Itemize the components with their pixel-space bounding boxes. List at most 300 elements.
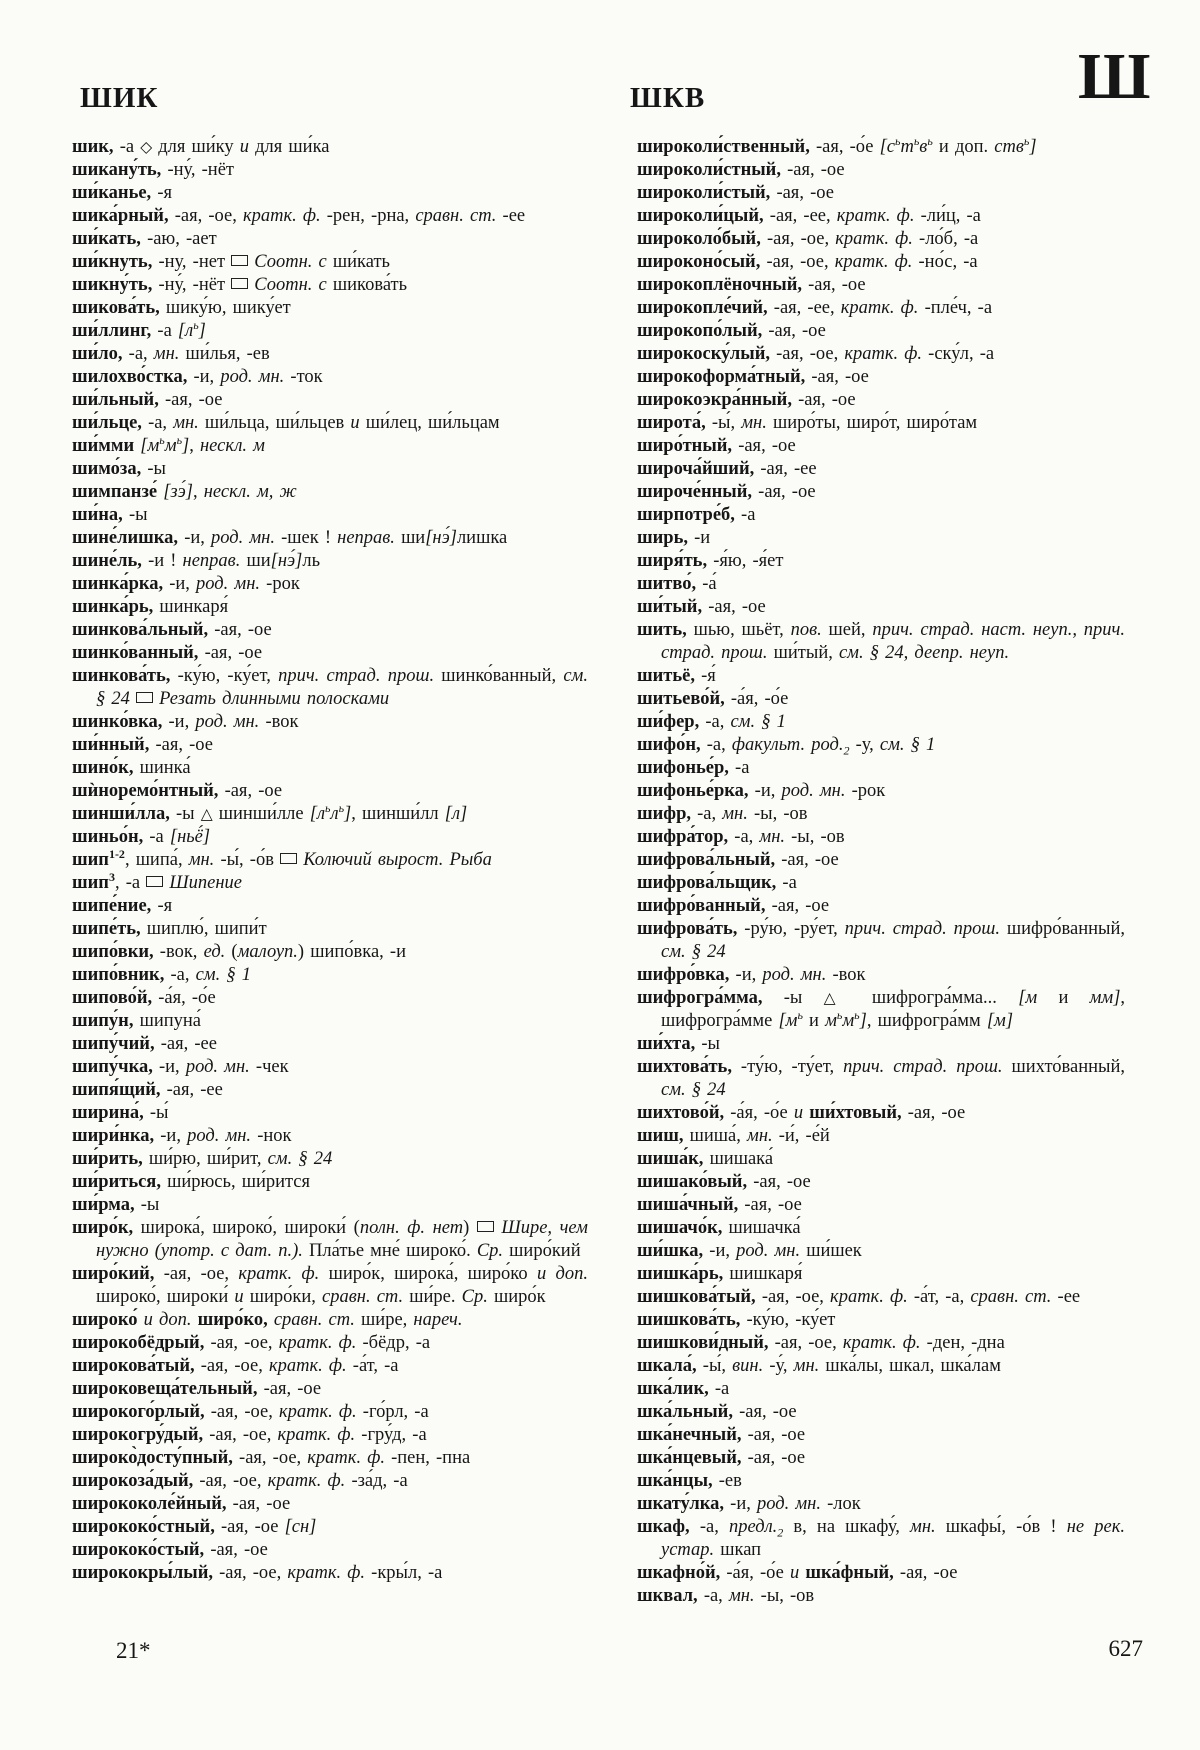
- dictionary-entry: [72, 1010, 588, 1033]
- entry-segment: шипово́й,: [72, 988, 153, 1008]
- dictionary-entry: [72, 1056, 588, 1079]
- entry-segment: широколи́цый,: [637, 206, 764, 226]
- entry-segment: -а,: [728, 827, 760, 847]
- dictionary-entry: [637, 1516, 1125, 1562]
- entry-segment: кратк. ф.: [307, 1448, 385, 1468]
- entry-segment: широколи́ственный,: [637, 137, 810, 157]
- entry-segment: широко́: [72, 1310, 138, 1330]
- entry-segment: шиш,: [637, 1126, 684, 1146]
- dictionary-entry: [637, 1401, 1125, 1424]
- entry-segment: -ая, -ое,: [760, 252, 835, 272]
- dictionary-entry: [72, 1516, 588, 1539]
- entry-segment: (: [225, 942, 238, 962]
- entry-segment: шипя́щий,: [72, 1080, 161, 1100]
- entry-segment: [л]: [444, 804, 468, 824]
- entry-segment: ши́рма,: [72, 1195, 135, 1215]
- dictionary-entry: [637, 1562, 1125, 1585]
- entry-segment: ь: [1023, 133, 1030, 148]
- dictionary-entry: [637, 711, 1125, 734]
- entry-segment: -а́я, -о́е: [720, 1563, 790, 1583]
- entry-segment: ширококо́стый,: [72, 1540, 205, 1560]
- dictionary-entry: [72, 1539, 588, 1562]
- entry-segment: шихтово́й,: [637, 1103, 725, 1123]
- entry-segment: род. мн.: [756, 1494, 821, 1514]
- dictionary-entry: [637, 1148, 1125, 1171]
- running-head-left: ШИК: [80, 82, 159, 114]
- entry-segment: и доп.: [536, 1264, 588, 1284]
- entry-segment: широкоску́лый,: [637, 344, 770, 364]
- page-number: 627: [1108, 1636, 1143, 1661]
- dictionary-entry: [72, 1447, 588, 1470]
- entry-segment: -ая, -ое: [752, 482, 816, 502]
- entry-segment: широ́тный,: [637, 436, 733, 456]
- entry-segment: широча́йший,: [637, 459, 755, 479]
- entry-segment: -ы́: [143, 1103, 169, 1123]
- entry-segment: шипе́ние,: [72, 896, 152, 916]
- dictionary-entry: [637, 849, 1125, 872]
- entry-segment: ширпотре́б,: [637, 505, 735, 525]
- entry-segment: шкату́лка,: [637, 1494, 725, 1514]
- entry-segment: ши́кнуть,: [72, 252, 153, 272]
- entry-segment: ширококо́стный,: [72, 1517, 215, 1537]
- entry-segment: род. мн.: [211, 528, 275, 548]
- entry-segment: см. § 1: [730, 712, 786, 732]
- entry-segment: шика́рный,: [72, 206, 169, 226]
- entry-segment: -ру́ю, -ру́ет,: [737, 919, 845, 939]
- entry-segment: широкова́тый,: [72, 1356, 195, 1376]
- entry-segment: шиша́чный,: [637, 1195, 739, 1215]
- dictionary-entry: [637, 596, 1125, 619]
- entry-segment: Ср.: [461, 1287, 488, 1307]
- entry-segment: широкоформа́тный,: [637, 367, 806, 387]
- entry-segment: -ы: [169, 804, 201, 824]
- entry-segment: шири́нка,: [72, 1126, 155, 1146]
- entry-segment: -рен, -рна,: [320, 206, 416, 226]
- symbol-icon: ◇: [140, 138, 153, 156]
- entry-segment: кратк. ф.: [278, 1333, 357, 1353]
- entry-segment: -ая, -ое: [732, 1402, 797, 1422]
- dictionary-entry: [72, 274, 588, 297]
- entry-segment: -ее: [496, 206, 526, 226]
- entry-segment: -ая, -ое: [702, 597, 766, 617]
- entry-segment: 2: [777, 1525, 784, 1540]
- entry-segment: шитьево́й,: [637, 689, 725, 709]
- entry-segment: -ну́, -нёт: [152, 275, 232, 295]
- entry-segment: см. § 24: [661, 942, 726, 962]
- entry-segment: -бёдр, -а: [356, 1333, 431, 1353]
- dictionary-entry: [72, 205, 588, 228]
- dictionary-entry: [637, 320, 1125, 343]
- entry-segment: -и,: [163, 574, 197, 594]
- entry-segment: -я́: [694, 666, 716, 686]
- entry-segment: шипу́чка,: [72, 1057, 153, 1077]
- entry-segment: ): [463, 1218, 477, 1238]
- entry-segment: род. мн.: [187, 1126, 252, 1146]
- entry-segment: неправ.: [337, 528, 395, 548]
- entry-segment: ь: [193, 317, 199, 332]
- entry-segment: широкобёдрый,: [72, 1333, 205, 1353]
- entry-segment: шитво́,: [637, 574, 697, 594]
- entry-segment: -ску́л, -а: [922, 344, 995, 364]
- entry-segment: -а: [143, 827, 170, 847]
- dictionary-entry: [72, 343, 588, 366]
- entry-segment: -но́с, -а: [912, 252, 978, 272]
- entry-segment: -ну́, -нёт: [161, 160, 235, 180]
- entry-segment: шифрогра́мма,: [637, 988, 763, 1008]
- entry-segment: широ́к: [487, 1287, 546, 1307]
- dictionary-entry: [637, 895, 1125, 918]
- entry-segment: шифрова́льщик,: [637, 873, 777, 893]
- entry-segment: -и !: [141, 551, 183, 571]
- entry-segment: [зэ́]: [163, 482, 193, 502]
- entry-segment: см. § 24,: [838, 643, 909, 663]
- entry-segment: ши́рю, ши́рит,: [142, 1149, 268, 1169]
- dictionary-entry: [637, 1355, 1125, 1378]
- entry-segment: мн.: [741, 413, 767, 433]
- entry-segment: ь: [836, 1007, 843, 1022]
- dictionary-entry: [637, 412, 1125, 435]
- entry-segment: шинкаря́: [153, 597, 229, 617]
- dictionary-entry: [637, 228, 1125, 251]
- entry-segment: -ая, -ое: [775, 850, 839, 870]
- dictionary-entry: [72, 366, 588, 389]
- entry-segment: Соотн. с: [254, 252, 327, 272]
- entry-segment: широче́нный,: [637, 482, 753, 502]
- entry-segment: шишкова́тый,: [637, 1287, 756, 1307]
- entry-segment: [м]: [986, 1011, 1014, 1031]
- dictionary-column-left: [72, 136, 588, 1585]
- entry-segment: шишкаря́: [723, 1264, 803, 1284]
- entry-segment: шиплю́, шипи́т: [140, 919, 267, 939]
- dictionary-entry: [72, 1125, 588, 1148]
- entry-segment: -ая, -ое: [218, 781, 283, 801]
- dictionary-entry: [637, 550, 1125, 573]
- entry-segment: -и,: [154, 1126, 188, 1146]
- entry-segment: род. мн.: [736, 1241, 801, 1261]
- entry-segment: шифрова́льный,: [637, 850, 776, 870]
- entry-segment: -шек !: [274, 528, 338, 548]
- entry-segment: Колючий вырост. Рыба: [303, 850, 492, 870]
- dictionary-entry: [72, 1493, 588, 1516]
- entry-segment: широколи́стый,: [637, 183, 771, 203]
- dictionary-entry: [72, 550, 588, 573]
- entry-segment: деепр. неуп.: [914, 643, 1010, 663]
- entry-segment: [л: [177, 321, 194, 341]
- dictionary-entry: [637, 1493, 1125, 1516]
- entry-segment: ]: [859, 1011, 867, 1031]
- entry-segment: -ая, -ое,: [168, 206, 243, 226]
- entry-segment: -а: [708, 1379, 730, 1399]
- entry-segment: широ́к,: [72, 1218, 134, 1238]
- entry-segment: шкала́,: [637, 1356, 697, 1376]
- entry-segment: кратк. ф.: [835, 229, 913, 249]
- dictionary-entry: [637, 803, 1125, 826]
- running-head-right: ШКВ: [630, 82, 706, 114]
- entry-segment: -ы, -ов: [747, 804, 808, 824]
- entry-segment: -вок,: [153, 942, 204, 962]
- entry-segment: -ая, -ое: [149, 735, 213, 755]
- entry-segment: широта́,: [637, 413, 706, 433]
- entry-segment: ши́рить,: [72, 1149, 143, 1169]
- dictionary-entry: [72, 182, 588, 205]
- entry-segment: -и,: [748, 781, 782, 801]
- entry-segment: шилохво́стка,: [72, 367, 188, 387]
- entry-segment: шинши́лле: [212, 804, 310, 824]
- entry-segment: предл.: [728, 1517, 778, 1537]
- entry-segment: ,: [193, 482, 204, 502]
- dictionary-entry: [637, 274, 1125, 297]
- entry-segment: -и́, -е́й: [772, 1126, 830, 1146]
- entry-segment: мм]: [1089, 988, 1121, 1008]
- entry-segment: -а: [728, 758, 750, 778]
- entry-segment: шикану́ть,: [72, 160, 162, 180]
- entry-segment: т: [900, 137, 914, 157]
- entry-segment: прич. страд. прош.: [278, 666, 435, 686]
- entry-segment: род. мн.: [196, 574, 261, 594]
- entry-segment: неправ.: [182, 551, 241, 571]
- entry-segment: -ая, -ое,: [203, 1425, 278, 1445]
- entry-segment: -а́т, -а,: [907, 1287, 971, 1307]
- entry-segment: ши́хта,: [637, 1034, 696, 1054]
- entry-segment: шей,: [821, 620, 873, 640]
- dictionary-entry: [72, 826, 588, 849]
- entry-segment: ши́кать,: [72, 229, 141, 249]
- entry-segment: ши́льца, ши́льцев: [198, 413, 351, 433]
- entry-segment: -за́д, -а: [345, 1471, 408, 1491]
- entry-segment: ши́мми: [72, 436, 135, 456]
- entry-segment: кратк. ф.: [834, 252, 913, 272]
- entry-segment: ]: [198, 321, 206, 341]
- entry-segment: шимо́за,: [72, 459, 142, 479]
- entry-segment: -а,: [691, 804, 723, 824]
- entry-segment: -ы: [695, 1034, 720, 1054]
- entry-segment: для ши́ку: [152, 137, 240, 157]
- dictionary-entry: [637, 1263, 1125, 1286]
- entry-segment: широкопле́чий,: [637, 298, 768, 318]
- entry-segment: -пле́ч, -а: [918, 298, 993, 318]
- entry-segment: широ́ко,: [197, 1310, 268, 1330]
- entry-segment: -а,: [141, 413, 174, 433]
- entry-segment: -а,: [164, 965, 196, 985]
- entry-segment: прич. страд. наст. неуп.,: [872, 620, 1077, 640]
- entry-segment: шинко́вка,: [72, 712, 163, 732]
- entry-segment: [м: [1018, 988, 1038, 1008]
- sense-divider-rect-icon: [136, 692, 153, 703]
- dictionary-entry: [637, 780, 1125, 803]
- entry-segment: широковеща́тельный,: [72, 1379, 258, 1399]
- dictionary-entry: [72, 1378, 588, 1401]
- entry-segment: кратк. ф.: [840, 298, 919, 318]
- dictionary-entry: [72, 987, 588, 1010]
- entry-segment: шифо́н,: [637, 735, 701, 755]
- entry-segment: , шифрогра́мм: [866, 1011, 987, 1031]
- entry-segment: ши́тый,: [767, 643, 839, 663]
- entry-segment: -и,: [178, 528, 211, 548]
- entry-segment: см. § 24: [661, 1080, 726, 1100]
- entry-segment: ши́ре,: [354, 1310, 414, 1330]
- entry-segment: шишкова́ть,: [637, 1310, 741, 1330]
- entry-segment: -ее: [1051, 1287, 1081, 1307]
- dictionary-entry: [72, 780, 588, 803]
- entry-segment: шишако́вый,: [637, 1172, 748, 1192]
- sense-divider-rect-icon: [477, 1221, 494, 1232]
- dictionary-entry: [72, 964, 588, 987]
- entry-segment: шик,: [72, 137, 114, 157]
- entry-segment: широкоплёночный,: [637, 275, 802, 295]
- dictionary-entry: [72, 159, 588, 182]
- entry-segment: -ы́,: [705, 413, 742, 433]
- entry-segment: мн.: [747, 1126, 773, 1146]
- entry-segment: и доп.: [932, 137, 995, 157]
- entry-segment: -я: [151, 183, 172, 203]
- entry-segment: в: [919, 137, 928, 157]
- dictionary-entry: [72, 895, 588, 918]
- dictionary-entry: [72, 458, 588, 481]
- entry-segment: кратк. ф.: [267, 1471, 346, 1491]
- entry-segment: шишкови́дный,: [637, 1333, 769, 1353]
- entry-segment: сравн. ст.: [322, 1287, 404, 1307]
- entry-segment: вин.: [732, 1356, 764, 1376]
- dictionary-entry: [637, 1056, 1125, 1102]
- entry-segment: прич. страд. прош.: [843, 1057, 1003, 1077]
- entry-segment: ши́риться,: [72, 1172, 161, 1192]
- dictionary-entry: [72, 573, 588, 596]
- entry-segment: -чек: [249, 1057, 289, 1077]
- dictionary-entry: [637, 1286, 1125, 1309]
- entry-segment: -а: [734, 505, 756, 525]
- entry-segment: -ая, -ое: [741, 1425, 806, 1445]
- entry-segment: -и,: [162, 712, 196, 732]
- dictionary-entry: [72, 1424, 588, 1447]
- entry-segment: мн.: [759, 827, 786, 847]
- dictionary-entry: [72, 1562, 588, 1585]
- entry-segment: [л: [309, 804, 326, 824]
- entry-segment: -ая, -ое,: [768, 1333, 843, 1353]
- entry-segment: шинкова́ть,: [72, 666, 171, 686]
- entry-segment: -ы: [134, 1195, 160, 1215]
- entry-segment: -я: [151, 896, 173, 916]
- dictionary-entry: [72, 711, 588, 734]
- entry-segment: ши́кать: [326, 252, 390, 272]
- entry-segment: шипу́чий,: [72, 1034, 155, 1054]
- entry-segment: -ая, -ое,: [204, 1402, 279, 1422]
- entry-segment: кратк. ф.: [238, 1264, 320, 1284]
- sense-divider-rect-icon: [231, 255, 248, 266]
- entry-segment: широ́кий: [503, 1241, 581, 1261]
- dictionary-entry: [637, 1240, 1125, 1263]
- entry-segment: ед.: [203, 942, 226, 962]
- entry-segment: -а́я, -о́е: [724, 689, 789, 709]
- signature-mark: 21*: [116, 1638, 151, 1663]
- dictionary-entry: [637, 964, 1125, 987]
- dictionary-entry: [72, 1102, 588, 1125]
- entry-segment: -ая, -ое: [198, 643, 263, 663]
- dictionary-entry: [72, 1171, 588, 1194]
- entry-segment: нареч.: [413, 1310, 463, 1330]
- dictionary-entry: [72, 1079, 588, 1102]
- entry-segment: [нэ́]: [270, 551, 303, 571]
- entry-segment: ь: [797, 1007, 803, 1022]
- dictionary-entry: [72, 596, 588, 619]
- entry-segment: -кры́л, -а: [365, 1563, 443, 1583]
- entry-segment: и: [789, 1563, 800, 1583]
- entry-segment: -ая, -ое: [741, 1448, 806, 1468]
- entry-segment: -и,: [187, 367, 221, 387]
- dictionary-entry: [637, 826, 1125, 849]
- dictionary-entry: [72, 1401, 588, 1424]
- entry-segment: ширина́,: [72, 1103, 144, 1123]
- entry-segment: ]: [182, 436, 190, 456]
- entry-segment: -ку́ю, -ку́ет,: [170, 666, 279, 686]
- entry-segment: -а,: [122, 344, 154, 364]
- dictionary-entry: [637, 1585, 1125, 1608]
- entry-segment: сравн. ст.: [273, 1310, 355, 1330]
- entry-segment: ши́на,: [72, 505, 123, 525]
- entry-segment: широкогру́дый,: [72, 1425, 204, 1445]
- entry-segment: -рок: [260, 574, 300, 594]
- entry-segment: -и,: [729, 965, 763, 985]
- entry-segment: шип: [72, 850, 109, 870]
- entry-segment: -ая, -ое: [762, 321, 826, 341]
- entry-segment: шишачка́: [722, 1218, 801, 1238]
- dictionary-entry: [72, 1332, 588, 1355]
- entry-segment: -ая, -ое,: [770, 344, 845, 364]
- entry-segment: -ая, -ое: [257, 1379, 322, 1399]
- entry-segment: -ы, -ов: [785, 827, 845, 847]
- entry-segment: -гру́д, -а: [355, 1425, 427, 1445]
- entry-segment: -а: [113, 137, 141, 157]
- entry-segment: -у,: [849, 735, 880, 755]
- entry-segment: ств: [994, 137, 1024, 157]
- entry-segment: ширококры́лый,: [72, 1563, 213, 1583]
- entry-segment: кратк. ф.: [842, 1333, 921, 1353]
- dictionary-entry: [637, 205, 1125, 228]
- entry-segment: шипу́н,: [72, 1011, 134, 1031]
- dictionary-column-right: [637, 133, 1126, 1608]
- entry-segment: шино́к,: [72, 758, 134, 778]
- entry-segment: [с: [879, 137, 895, 157]
- entry-segment: ь: [913, 133, 920, 148]
- entry-segment: ши́льце,: [72, 413, 142, 433]
- entry-segment: -а,: [697, 1586, 729, 1606]
- entry-segment: шинка́рь,: [72, 597, 154, 617]
- entry-segment: -ы: [762, 988, 824, 1008]
- entry-segment: в, на шкафу́,: [783, 1517, 911, 1537]
- dictionary-entry: [72, 432, 588, 458]
- entry-segment: ши́канье,: [72, 183, 152, 203]
- entry-segment: -ев: [712, 1471, 742, 1491]
- entry-segment: -ая, -ое: [780, 160, 845, 180]
- entry-segment: шить,: [637, 620, 687, 640]
- entry-segment: шишачо́к,: [637, 1218, 723, 1238]
- entry-segment: для ши́ка: [249, 137, 330, 157]
- entry-segment: ши: [394, 528, 426, 548]
- entry-segment: -а́я, -о́е: [724, 1103, 794, 1123]
- entry-segment: 2: [843, 743, 850, 758]
- entry-segment: шкаф,: [637, 1517, 690, 1537]
- dictionary-entry: [637, 688, 1125, 711]
- entry-segment: [сн]: [284, 1517, 317, 1537]
- dictionary-entry: [72, 412, 588, 435]
- symbol-icon: △: [823, 989, 851, 1007]
- entry-segment: кратк. ф.: [836, 206, 915, 226]
- section-letter: Ш: [1078, 40, 1151, 113]
- dictionary-entry: [637, 527, 1125, 550]
- entry-segment: см. § 1: [879, 735, 936, 755]
- entry-segment: -ден, -дна: [920, 1333, 1005, 1353]
- dictionary-entry: [72, 642, 588, 665]
- entry-segment: шифро́ванный,: [637, 896, 766, 916]
